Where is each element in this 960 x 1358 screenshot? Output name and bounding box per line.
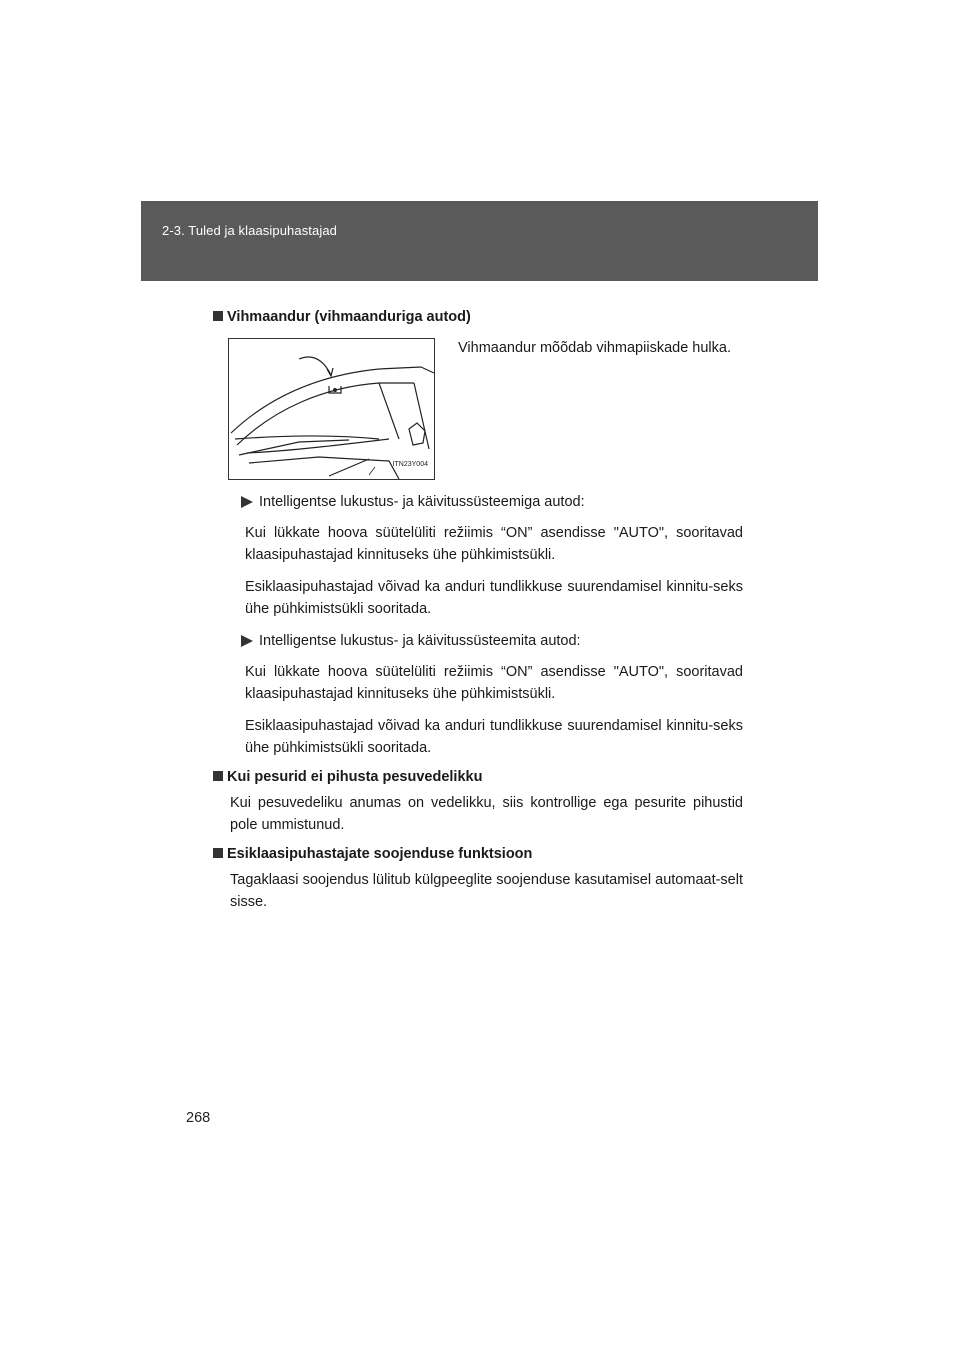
bullet-item [213, 630, 743, 759]
figure-code: ITN23Y004 [392, 461, 428, 468]
section2-heading: Kui pesurid ei pihusta pesuvedelikku [227, 769, 483, 785]
page-number: 268 [186, 1110, 211, 1126]
square-bullet-icon [213, 848, 223, 858]
section2-text: Kui pesuvedeliku anumas on vedelikku, siis kontrollige ega pesurite pihustid pole ummistunud. [230, 795, 743, 833]
bullet-paragraph: Kui lükkate hoova süütelüliti režiimis “ON” asendisse "AUTO", sooritavad klaasipuhastajad kinnituseks ühe pühkimistsükli. [245, 664, 743, 702]
section-heading [213, 766, 743, 788]
triangle-bullet-icon [241, 496, 253, 508]
header-band [141, 201, 818, 281]
figure-caption: Vihmaandur mõõdab vihmapiiskade hulka. [458, 340, 731, 356]
section1-heading: Vihmaandur (vihmaanduriga autod) [227, 309, 471, 325]
page-content [213, 306, 743, 913]
section-heading [213, 843, 743, 865]
square-bullet-icon [213, 311, 223, 321]
section3-text: Tagaklaasi soojendus lülitub külgpeeglite soojenduse kasutamisel automaat-selt sisse. [230, 872, 743, 910]
windshield-illustration [228, 338, 435, 480]
bullet-title: Intelligentse lukustus- ja käivitussüsteemita autod: [259, 633, 581, 649]
chapter-title: 2-3. Tuled ja klaasipuhastajad [162, 223, 338, 238]
bullet-paragraph: Esiklaasipuhastajad võivad ka anduri tundlikkuse suurendamisel kinnitu-seks ühe pühkimistsükli sooritada. [245, 718, 743, 756]
square-bullet-icon [213, 771, 223, 781]
bullet-paragraph: Esiklaasipuhastajad võivad ka anduri tundlikkuse suurendamisel kinnitu-seks ühe pühkimistsükli sooritada. [245, 579, 743, 617]
section-heading [213, 306, 743, 328]
triangle-bullet-icon [241, 635, 253, 647]
section3-heading: Esiklaasipuhastajate soojenduse funktsioon [227, 846, 533, 862]
section [213, 843, 743, 913]
figure-row [213, 338, 743, 480]
section [213, 766, 743, 836]
bullet-title: Intelligentse lukustus- ja käivitussüsteemiga autod: [259, 494, 585, 510]
bullet-paragraph: Kui lükkate hoova süütelüliti režiimis “ON” asendisse "AUTO", sooritavad klaasipuhastajad kinnituseks ühe pühkimistsükli. [245, 525, 743, 563]
bullet-item [213, 491, 743, 620]
